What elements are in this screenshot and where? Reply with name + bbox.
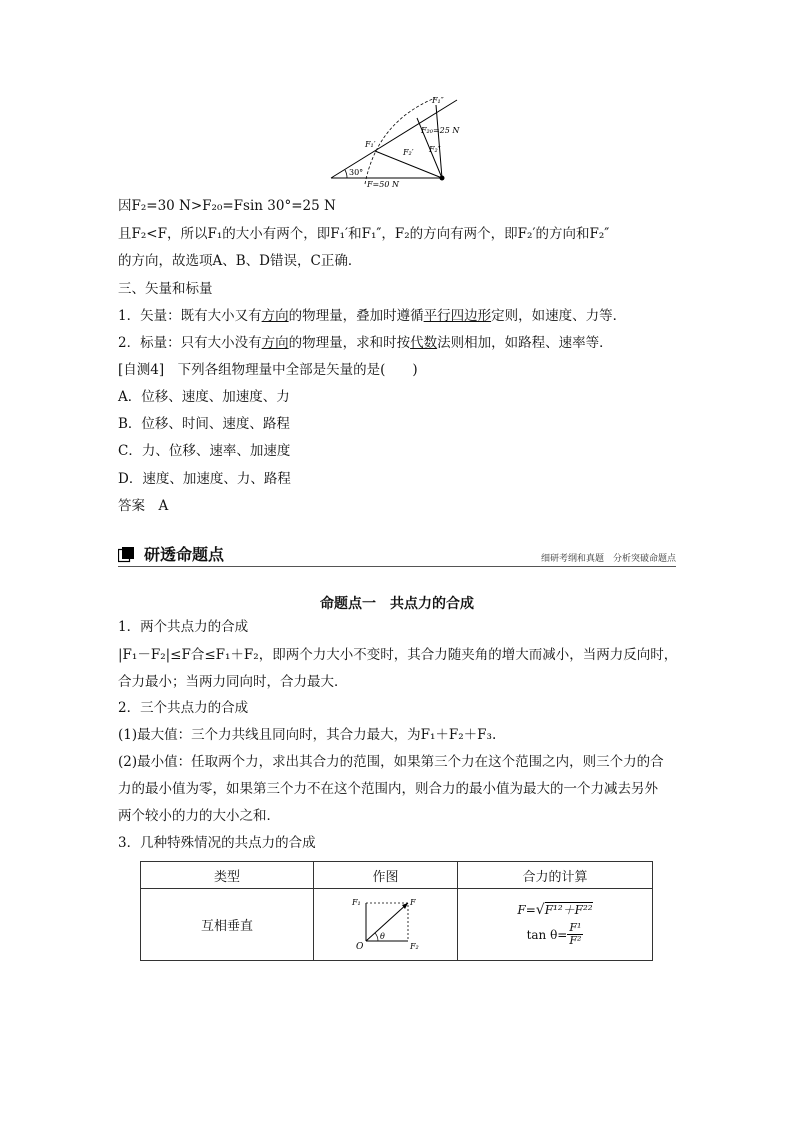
body-line-2: |F₁－F₂|≤F合≤F₁＋F₂，即两个力大小不变时，其合力随夹角的增大而减小，当两力反向时， <box>118 647 678 663</box>
label-F2p: F₂′ <box>403 148 414 157</box>
section-subtitle: 细研考纲和真题 分析突破命题点 <box>540 554 676 564</box>
topic-title: 命题点一 共点力的合成 <box>320 596 474 612</box>
endpoint-dot <box>440 176 445 181</box>
body-line-7: 力的最小值为零，如果第三个力不在这个范围内，则合力的最小值为最大的一个力减去另外 <box>118 781 658 797</box>
text-line-1: 因F₂=30 N>F₂₀=Fsin 30°=25 N <box>118 198 336 214</box>
incline-line <box>331 100 457 178</box>
label-F1p: F₁′ <box>365 140 376 149</box>
section-rule <box>118 566 676 567</box>
option-d: D．速度、加速度、力、路程 <box>118 471 291 487</box>
body-line-3: 合力最小；当两力同向时，合力最大． <box>118 674 348 690</box>
option-b: B．位移、时间、速度、路程 <box>118 416 290 432</box>
section-header <box>118 545 676 567</box>
row-calc <box>458 889 653 961</box>
label-F2: F₂ <box>409 941 419 951</box>
label-F2pp: F₂″ <box>429 145 441 154</box>
formula-angle: tan θ= $\frac{\text{F¹}}{\text{F²}}$ <box>526 921 582 947</box>
body-line-1: 1．两个共点力的合成 <box>118 619 249 635</box>
text-line-4: 三、矢量和标量 <box>118 281 213 297</box>
label-theta: θ <box>379 931 385 941</box>
question-stem: [自测4] 下列各组物理量中全部是矢量的是( ) <box>118 362 418 378</box>
special-cases-table <box>140 861 653 961</box>
body-line-8: 两个较小的力的大小之和． <box>118 808 280 824</box>
body-line-4: 2．三个共点力的合成 <box>118 700 249 716</box>
label-F1: F₁ <box>351 897 361 907</box>
body-line-9: 3．几种特殊情况的共点力的合成 <box>118 835 316 851</box>
body-line-6: (2)最小值：任取两个力，求出其合力的范围，如果第三个力在这个范围之内，则三个力的合 <box>118 754 664 770</box>
text-line-2: 且F₂<F，所以F₁的大小有两个，即F₁′和F₁″，F₂的方向有两个，即F₂′的方向和F₂″ <box>118 226 610 242</box>
label-F20: F₂₀=25 N <box>421 126 460 135</box>
body-line-5: (1)最大值：三个力共线且同向时，其合力最大，为F₁＋F₂＋F₃. <box>118 727 497 743</box>
header-calc: 合力的计算 <box>458 862 653 889</box>
header-type: 类型 <box>141 862 314 889</box>
label-F1pp: F₁″ <box>432 96 444 105</box>
label-angle: 30° <box>349 168 364 177</box>
header-diagram: 作图 <box>314 862 458 889</box>
force-triangle-diagram <box>325 92 465 190</box>
scalar-definition: 2．标量：只有大小没有方向的物理量，求和时按代数法则相加，如路程、速率等． <box>118 335 613 351</box>
perpendicular-forces-diagram <box>346 893 426 953</box>
vector-definition: 1．矢量：既有大小又有方向的物理量，叠加时遵循平行四边形定则，如速度、力等． <box>118 308 627 324</box>
label-F: F=50 N <box>367 180 399 189</box>
answer: 答案 A <box>118 498 169 514</box>
section-title: 研透命题点 <box>144 545 225 564</box>
label-O: O <box>355 941 363 952</box>
option-a: A．位移、速度、加速度、力 <box>118 389 290 405</box>
option-c: C．力、位移、速率、加速度 <box>118 443 291 459</box>
row-type: 互相垂直 <box>141 889 314 961</box>
text-line-3: 的方向，故选项A、B、D错误，C正确． <box>118 253 362 269</box>
label-F: F <box>409 897 416 907</box>
row-diagram <box>314 889 458 961</box>
angle-arc <box>345 170 347 178</box>
section-icon <box>118 547 134 563</box>
formula-magnitude: F=√F¹²＋F²² <box>517 902 593 918</box>
